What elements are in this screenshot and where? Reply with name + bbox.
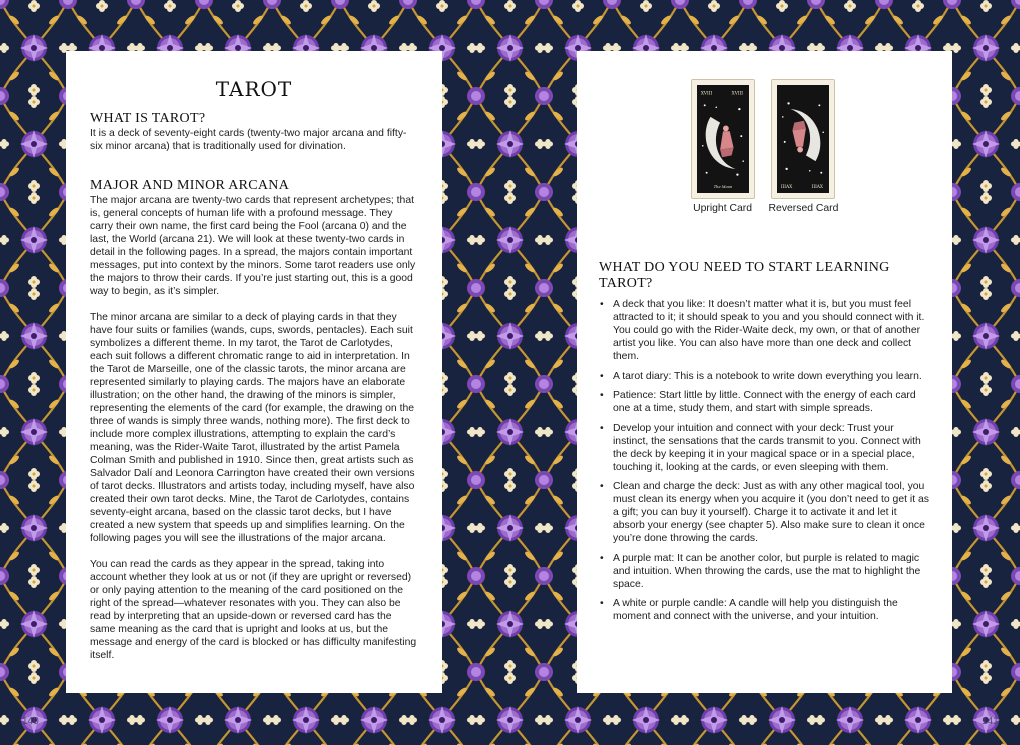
right-page-number: 141	[982, 716, 999, 727]
what-is-tarot-text: It is a deck of seventy-eight cards (twenty-two major arcana and fifty-six minor arcana) that is traditionally used for divination.	[90, 128, 407, 152]
requirements-list	[599, 298, 930, 623]
list-item: • Clean and charge the deck: Just as with any other magical tool, you must clean its energy when you acquire it (you don’t need to get it as a gift; you can buy it yourself). Charge it to activate it and let it absorb your energy (see chapter 5). Also make sure to clean it once you’re done throwing the cards.	[611, 480, 930, 545]
upright-moon-card	[691, 79, 755, 199]
what-is-tarot-heading: WHAT IS TAROT?	[90, 111, 206, 126]
minor-arcana-paragraph: The minor arcana are similar to a deck of playing cards in that they have four suits or families (wands, cups, swords, pentacles). Each suit symbolizes a different theme. In my tarot, the Tarot de Carlotydes, each suit follows a different chromatic range to aid in interpretation. In the Tarot de Marseille, one of the classic tarots, the minor arcana are represented similarly to playing cards. The majors have an elaborate illustration; on the other hand, the drawing of the minors is simpler, representing the elements of the card (for example, the drawing on the three of wands is simply three wands, nothing more). The first deck to include more complex illustrations, attempting to explain the card’s meaning, was the Rider-Waite Tarot, illustrated by the artist Pamela Colman Smith and published in 1910. Since then, great artists such as Salvador Dalí and Leonora Carrington have created their own versions of tarot decks. Illustrators and artists today, including myself, have also created their own tarot decks. Mine, the Tarot de Carlotydes, contains seventy-eight arcana, based on the classic tarot decks, but I have created a new system that speeds up and simplifies learning. On the following pages you will see the illustrations of the major arcana.	[90, 312, 415, 544]
moon-card-illustration	[697, 85, 749, 193]
reversed-moon-card-illustration	[777, 85, 829, 193]
right-page-panel	[577, 51, 952, 693]
reading-cards-paragraph: You can read the cards as they appear in the spread, taking into account whether they look at us or not (if they are upright or reversed) or only paying attention to the meaning of the card positioned on the right of the spread—whatever resonates with you. They can also be read by interpreting that an upside-down or reversed card has the same meaning as the card that is upright and looks at us, but the message and energy of the card is blocked or has difficulty manifesting itself.	[90, 559, 417, 661]
learning-tarot-heading: WHAT DO YOU NEED TO START LEARNING TAROT?	[599, 260, 890, 291]
list-item: • A white or purple candle: A candle will help you distinguish the moment and connect with the universe, and your intuition.	[611, 597, 930, 623]
upright-card-label: Upright Card	[693, 203, 752, 214]
left-page-number: 140	[22, 716, 39, 727]
reversed-card-label: Reversed Card	[768, 203, 839, 214]
card-illustrations	[599, 79, 930, 214]
card-roman-left: XVIII	[700, 91, 712, 97]
page-title: TAROT	[215, 77, 293, 101]
card-name: The Moon	[713, 185, 732, 190]
list-item: • Patience: Start little by little. Connect with the energy of each card one at a time, study them, and start with simple spreads.	[611, 389, 930, 415]
reversed-card-roman-right: IIIAX	[812, 185, 824, 191]
major-arcana-paragraph: The major arcana are twenty-two cards that represent archetypes; that is, general concepts of human life with a profound message. They carry their own name, the first card being the Fool (arcana 0) and the last, the World (arcana 21). We will look at these twenty-two cards in detail in the following pages. In a spread, the majors contain important messages, put into context by the minors. Some tarot readers use only the majors to throw their cards. If you’re just starting out, this is a good way to begin, as it’s simpler.	[90, 195, 416, 297]
list-item: • A tarot diary: This is a notebook to write down everything you learn.	[611, 370, 930, 383]
list-item: • Develop your intuition and connect with your deck: Trust your instinct, the sensations that the cards transmit to you. Connect with the deck by keeping it in your magical space or in a special place, touching it, looking at the cards, or even sleeping with them.	[611, 422, 930, 474]
list-item: • A deck that you like: It doesn’t matter what it is, but you must feel attracted to it; it should speak to you and you should connect with it. You could go with the Rider-Waite deck, my own, or that of another artist you like. You can also have more than one deck and collect them.	[611, 298, 930, 363]
reversed-card-roman-left: IIIAX	[781, 185, 793, 191]
arcana-heading: MAJOR AND MINOR ARCANA	[90, 178, 290, 193]
reversed-moon-card	[771, 79, 835, 199]
card-roman-right: XVIII	[731, 91, 743, 97]
list-item: • A purple mat: It can be another color, but purple is related to magic and intuition. When throwing the cards, use the mat to highlight the space.	[611, 552, 930, 591]
left-page-panel	[66, 51, 442, 693]
upright-card-figure	[691, 79, 755, 214]
reversed-card-figure	[769, 79, 839, 214]
